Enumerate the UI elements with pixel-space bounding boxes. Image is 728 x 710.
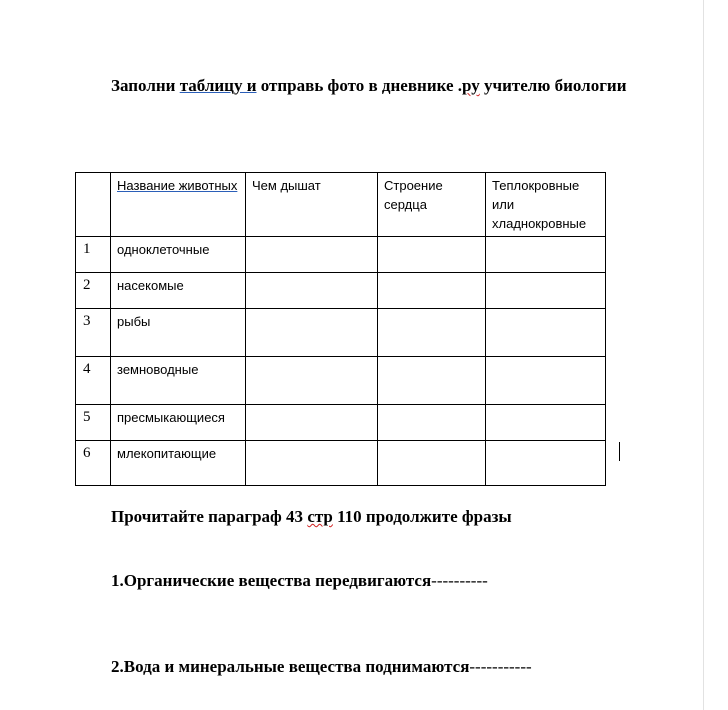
header-animal-name-text: Название животных (117, 178, 238, 193)
row-thermo-cell (486, 441, 606, 486)
heading-part-2: таблицу и (179, 76, 257, 95)
animals-table (75, 172, 606, 486)
row-thermo-cell (486, 405, 606, 441)
row-breathing-cell (246, 237, 378, 273)
heading-part-4: ру (462, 76, 480, 95)
heading-part-5: учителю биологии (479, 76, 627, 95)
table-header-row (76, 173, 606, 237)
phrase-1 (111, 571, 488, 591)
row-breathing-cell (246, 441, 378, 486)
header-cell-breathing: Чем дышат (246, 173, 378, 237)
row-breathing-cell (246, 309, 378, 357)
row-breathing-cell (246, 357, 378, 405)
text-cursor (619, 442, 620, 461)
instruction-underlined: стр (307, 507, 333, 526)
row-heart-cell (378, 237, 486, 273)
phrase-1-dashes: ---------- (431, 571, 488, 590)
row-animal-name: одноклеточные (111, 237, 246, 273)
instruction-after: 110 продолжите фразы (332, 507, 512, 526)
row-heart-cell (378, 357, 486, 405)
phrase-2-dashes: ----------- (469, 657, 532, 676)
row-breathing-cell (246, 405, 378, 441)
heading-part-1: Заполни (111, 76, 180, 95)
header-cell-number (76, 173, 111, 237)
row-animal-name: насекомые (111, 273, 246, 309)
row-number: 3 (76, 309, 111, 357)
row-thermo-cell (486, 237, 606, 273)
row-number: 5 (76, 405, 111, 441)
row-heart-cell (378, 273, 486, 309)
heading-part-3: отправь фото в дневнике . (256, 76, 463, 95)
row-number: 2 (76, 273, 111, 309)
row-number: 4 (76, 357, 111, 405)
header-cell-animal-name (111, 173, 246, 237)
row-animal-name: млекопитающие (111, 441, 246, 486)
table-row (76, 237, 606, 273)
table-row (76, 273, 606, 309)
instruction-line (111, 507, 512, 527)
row-thermo-cell (486, 309, 606, 357)
header-cell-heart-structure: Строение сердца (378, 173, 486, 237)
row-number: 1 (76, 237, 111, 273)
instruction-before: Прочитайте параграф 43 (111, 507, 308, 526)
row-thermo-cell (486, 273, 606, 309)
phrase-1-text: 1.Органические вещества передвигаются (111, 571, 432, 590)
row-breathing-cell (246, 273, 378, 309)
table-row (76, 441, 606, 486)
row-heart-cell (378, 405, 486, 441)
table-row (76, 357, 606, 405)
table-row (76, 405, 606, 441)
document-heading (111, 76, 627, 96)
row-animal-name: пресмыкающиеся (111, 405, 246, 441)
phrase-2-text: 2.Вода и минеральные вещества поднимаются (111, 657, 470, 676)
row-number: 6 (76, 441, 111, 486)
table-row (76, 309, 606, 357)
header-cell-thermoregulation: Теплокровные или хладнокровные (486, 173, 606, 237)
phrase-2 (111, 657, 532, 677)
row-heart-cell (378, 441, 486, 486)
row-animal-name: рыбы (111, 309, 246, 357)
row-thermo-cell (486, 357, 606, 405)
row-animal-name: земноводные (111, 357, 246, 405)
row-heart-cell (378, 309, 486, 357)
